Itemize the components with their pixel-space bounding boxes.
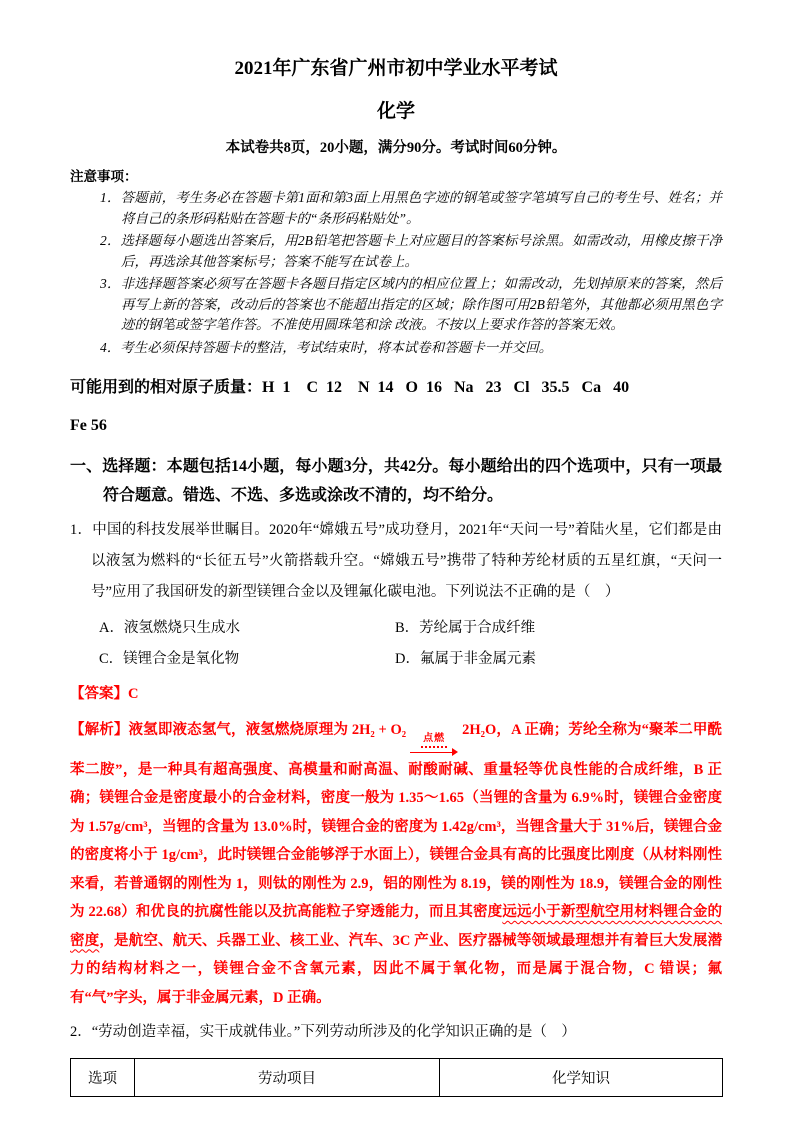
question-2-text: “劳动创造幸福，实干成就伟业。”下列劳动所涉及的化学知识正确的是（ ） bbox=[91, 1024, 576, 1040]
notice-item-1 bbox=[100, 188, 722, 229]
option-d-label: D． bbox=[395, 651, 420, 667]
question-1-option-d bbox=[395, 648, 722, 670]
question-1-stem bbox=[70, 515, 722, 608]
option-c-label: C． bbox=[99, 651, 124, 667]
question-1-options-row-2 bbox=[70, 648, 722, 670]
option-a-label: A． bbox=[99, 620, 124, 636]
question-1-option-c bbox=[99, 648, 395, 670]
atomic-mass-line-1: 可能用到的相对原子质量：H 1 C 12 N 14 O 16 Na 23 Cl 35.5 Ca 40 bbox=[70, 379, 630, 396]
analysis-label: 【解析】 bbox=[70, 722, 129, 738]
notice-item-2-text: 选择题每小题选出答案后，用2B铅笔把答题卡上对应题目的答案标号涂黑。如需改动，用橡皮擦干净后，再选涂其他答案标号；答案不能写在试卷上。 bbox=[120, 233, 722, 269]
analysis-seg1: 液氢即液态氢气，液氢燃烧原理为 bbox=[128, 722, 352, 738]
answer-label: 【答案】 bbox=[70, 686, 128, 702]
equation-rhs: 2H₂O bbox=[462, 722, 497, 738]
analysis-wavy-emphasis: 远远小于新型航空用材料锂合金的密度 bbox=[70, 904, 723, 949]
question-1-option-b bbox=[395, 617, 722, 639]
subject-title: 化学 bbox=[376, 101, 415, 122]
chemical-equation bbox=[351, 722, 497, 744]
notice-item-3-num: 3． bbox=[100, 276, 121, 291]
table-header-row bbox=[71, 1059, 723, 1097]
doc-title: 2021年广东省广州市初中学业水平考试 bbox=[234, 58, 558, 79]
section-1-text: 选择题：本题包括14小题，每小题3分，共42分。每小题给出的四个选项中，只有一项最符合题意。错选、不选、多选或涂改不清的，均不给分。 bbox=[102, 458, 722, 504]
answer-value: C bbox=[128, 686, 139, 702]
analysis-seg2: ，A 正确；芳纶全称为“聚苯二甲酰苯二胺”，是一种具有超高强度、高模量和耐高温、耐酸耐碱、重量轻等优良性能的合成纤维，B 正确；镁锂合金是密度最小的合金材料，密度一般为 1.35～1.65（当锂的含量为 6.9%时，镁锂合金密度为 1.57g/cm³，当锂的含量为 13.0%时，镁锂合金的密度为 1.42g/cm³，当锂含量大于 31%后，镁锂合金的密度将小于 1g/cm³，此时镁锂合金能够浮于水面上），镁锂合金具有高的比强度比刚度（从材料刚性来看，若普通钢的刚性为 1，则钛的刚性为 2.9，铝的刚性为 8.19，镁的刚性为 18.9，镁锂合金的刚性为 22.68）和优良的抗腐性能以及抗高能粒子穿透能力，而且其密度 bbox=[70, 722, 723, 920]
question-1-option-a bbox=[99, 617, 395, 639]
reaction-arrow-icon bbox=[410, 748, 458, 756]
question-2-stem bbox=[70, 1017, 722, 1048]
option-b-text: 芳纶属于合成纤维 bbox=[419, 620, 536, 636]
notice-item-2-num: 2． bbox=[100, 233, 121, 248]
table-header-labor-project: 劳动项目 bbox=[135, 1059, 440, 1097]
notice-item-1-text: 答题前，考生务必在答题卡第1面和第3面上用黑色字迹的钢笔或签字笔填写自己的考生号、姓名；并将自己的条形码粘贴在答题卡的“条形码粘贴处”。 bbox=[120, 190, 723, 226]
section-1-heading bbox=[70, 452, 722, 510]
notice-item-1-num: 1． bbox=[100, 190, 121, 205]
option-a-text: 液氢燃烧只生成水 bbox=[123, 620, 240, 636]
section-1-num: 一、 bbox=[70, 458, 103, 475]
question-2-table bbox=[70, 1058, 723, 1097]
notice-item-3-text: 非选择题答案必须写在答题卡各题目指定区域内的相应位置上；如需改动，先划掉原来的答案，然后再写上新的答案，改动后的答案也不能超出指定的区域；除作图可用2B铅笔外，其他都必须用黑色字迹的钢笔或签字笔作答。不准使用圆珠笔和涂 改液。不按以上要求作答的答案无效。 bbox=[120, 276, 723, 332]
atomic-mass-line-2: Fe 56 bbox=[70, 417, 107, 434]
equation-condition-label: 点燃 bbox=[421, 733, 447, 748]
notice-item-4-num: 4． bbox=[100, 339, 121, 355]
notice-item-3 bbox=[100, 274, 722, 336]
notice-heading: 注意事项： bbox=[70, 169, 138, 184]
analysis-seg3: ，是航空、航天、兵器工业、核工业、汽车、3C 产业、医疗器械等领域最理想并有着巨大发展潜力的结构材料之一，镁锂合金不含氧元素，因此不属于氧化物，而是属于混合物，C 错误；氟有“气”字头，属于非金属元素，D 正确。 bbox=[70, 932, 723, 1006]
question-1-num: 1． bbox=[70, 522, 93, 538]
question-1-analysis bbox=[70, 716, 722, 1012]
equation-condition-arrow bbox=[410, 733, 458, 756]
exam-info: 本试卷共8页，20小题，满分90分。考试时间60分钟。 bbox=[225, 140, 567, 156]
notice-list bbox=[100, 188, 722, 358]
table-header-chemistry-knowledge: 化学知识 bbox=[440, 1059, 723, 1097]
option-b-label: B． bbox=[395, 620, 420, 636]
question-1-answer bbox=[70, 684, 722, 705]
equation-lhs: 2H₂ + O₂ bbox=[351, 722, 407, 738]
notice-item-4-text: 考生必须保持答题卡的整洁，考试结束时，将本试卷和答题卡一并交回。 bbox=[120, 339, 553, 355]
question-1-text: 中国的科技发展举世瞩目。2020年“嫦娥五号”成功登月，2021年“天问一号”着陆火星，它们都是由以液氢为燃料的“长征五号”火箭搭载升空。“嫦娥五号”携带了特种芳纶材质的五星红旗，“天问一号”应用了我国研发的新型镁锂合金以及锂氟化碳电池。下列说法不正确的是（ ） bbox=[91, 522, 723, 600]
table-header-option: 选项 bbox=[71, 1059, 135, 1097]
notice-item-4 bbox=[100, 338, 722, 359]
question-2-num: 2． bbox=[70, 1024, 92, 1040]
option-c-text: 镁锂合金是氧化物 bbox=[123, 651, 240, 667]
notice-item-2 bbox=[100, 231, 722, 272]
question-1-options-row-1 bbox=[70, 617, 722, 639]
option-d-text: 氟属于非金属元素 bbox=[419, 651, 536, 667]
